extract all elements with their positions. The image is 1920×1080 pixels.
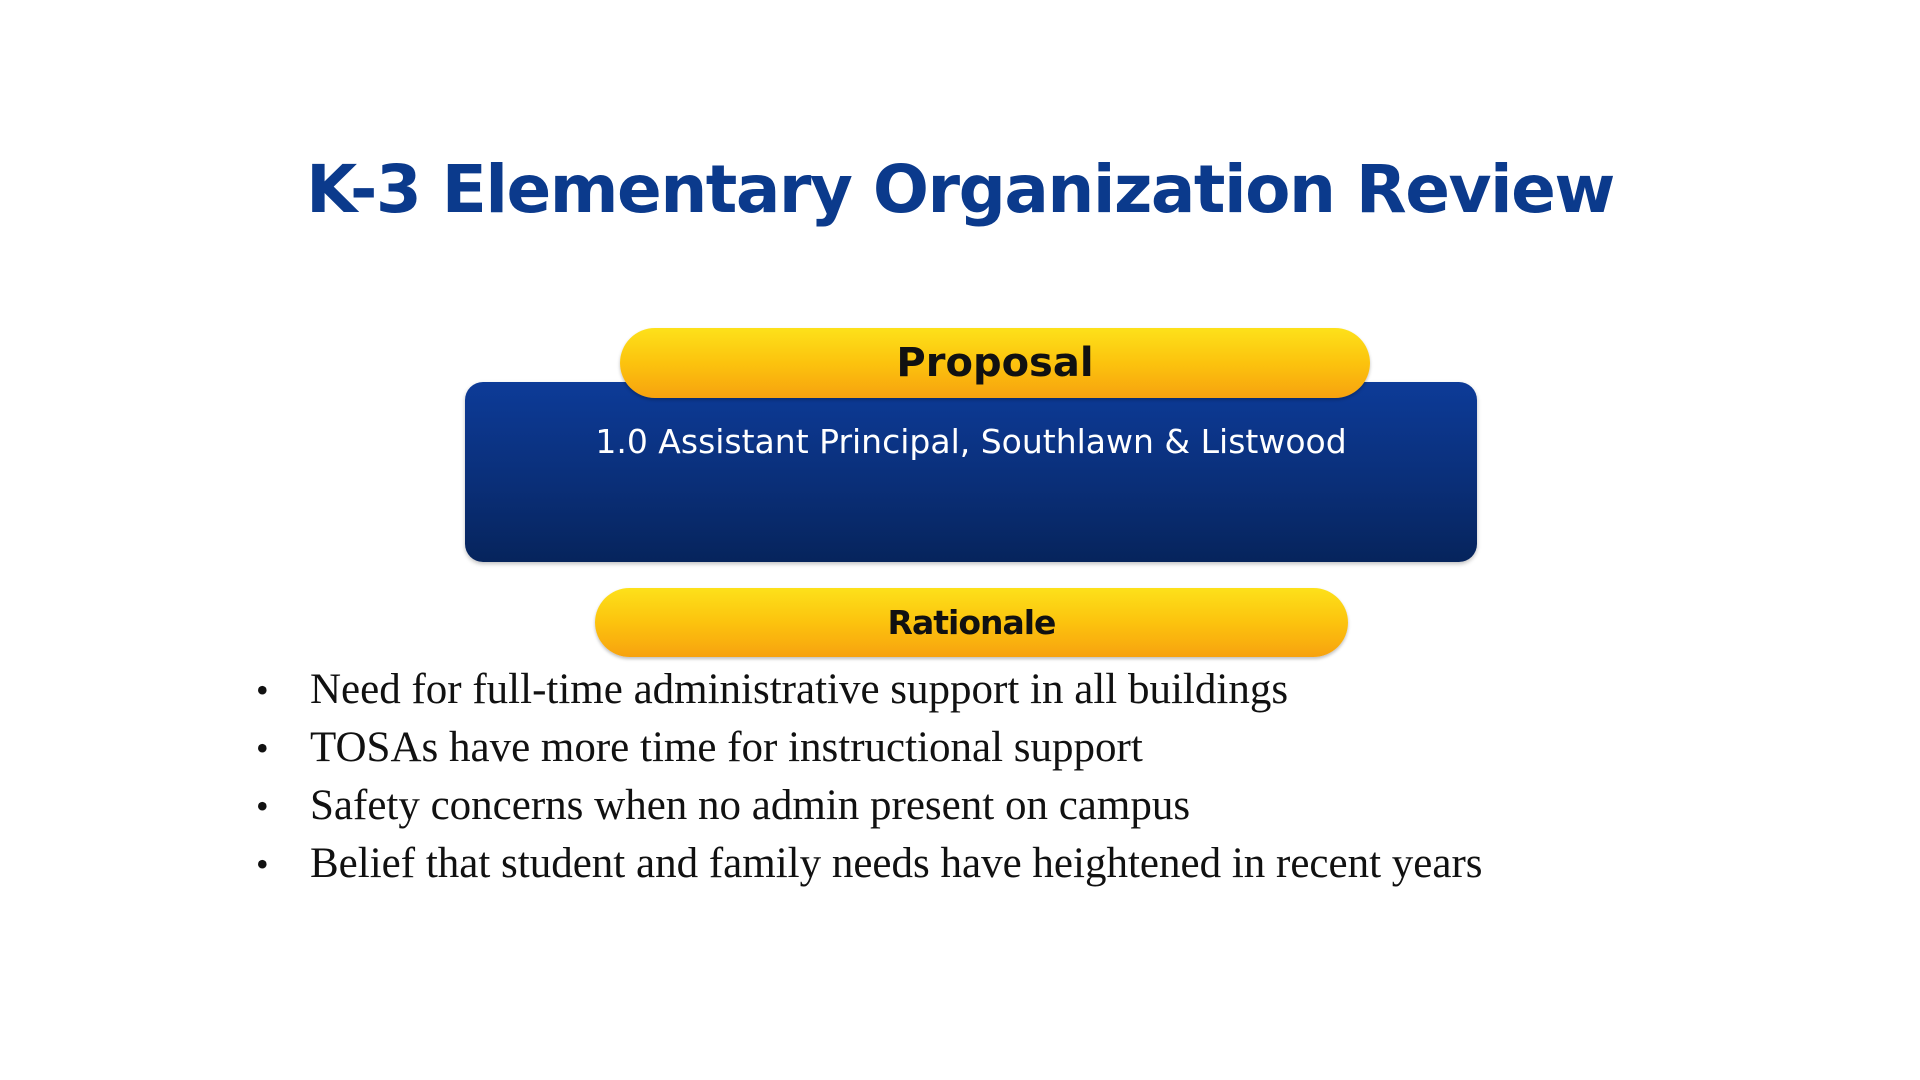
- slide-title: K-3 Elementary Organization Review: [306, 151, 1614, 228]
- proposal-header-pill: Proposal: [620, 328, 1370, 398]
- rationale-bullet: [250, 661, 1810, 719]
- bullet-icon: •: [256, 844, 269, 884]
- rationale-header-pill: Rationale: [595, 588, 1348, 657]
- rationale-bullet: [250, 719, 1810, 777]
- rationale-bullet-text: Safety concerns when no admin present on campus: [310, 782, 1191, 829]
- proposal-body: 1.0 Assistant Principal, Southlawn & Listwood: [595, 422, 1347, 461]
- rationale-bullet-text: Belief that student and family needs have heightened in recent years: [310, 840, 1483, 887]
- rationale-bullet: [250, 777, 1810, 835]
- rationale-bullet-text: Need for full-time administrative support in all buildings: [310, 666, 1289, 713]
- bullet-icon: •: [256, 786, 269, 826]
- bullet-icon: •: [256, 728, 269, 768]
- bullet-icon: •: [256, 670, 269, 710]
- rationale-bullet: [250, 835, 1810, 893]
- proposal-box: [465, 382, 1477, 562]
- rationale-bullet-list: [250, 661, 1810, 893]
- rationale-bullet-text: TOSAs have more time for instructional support: [310, 724, 1143, 771]
